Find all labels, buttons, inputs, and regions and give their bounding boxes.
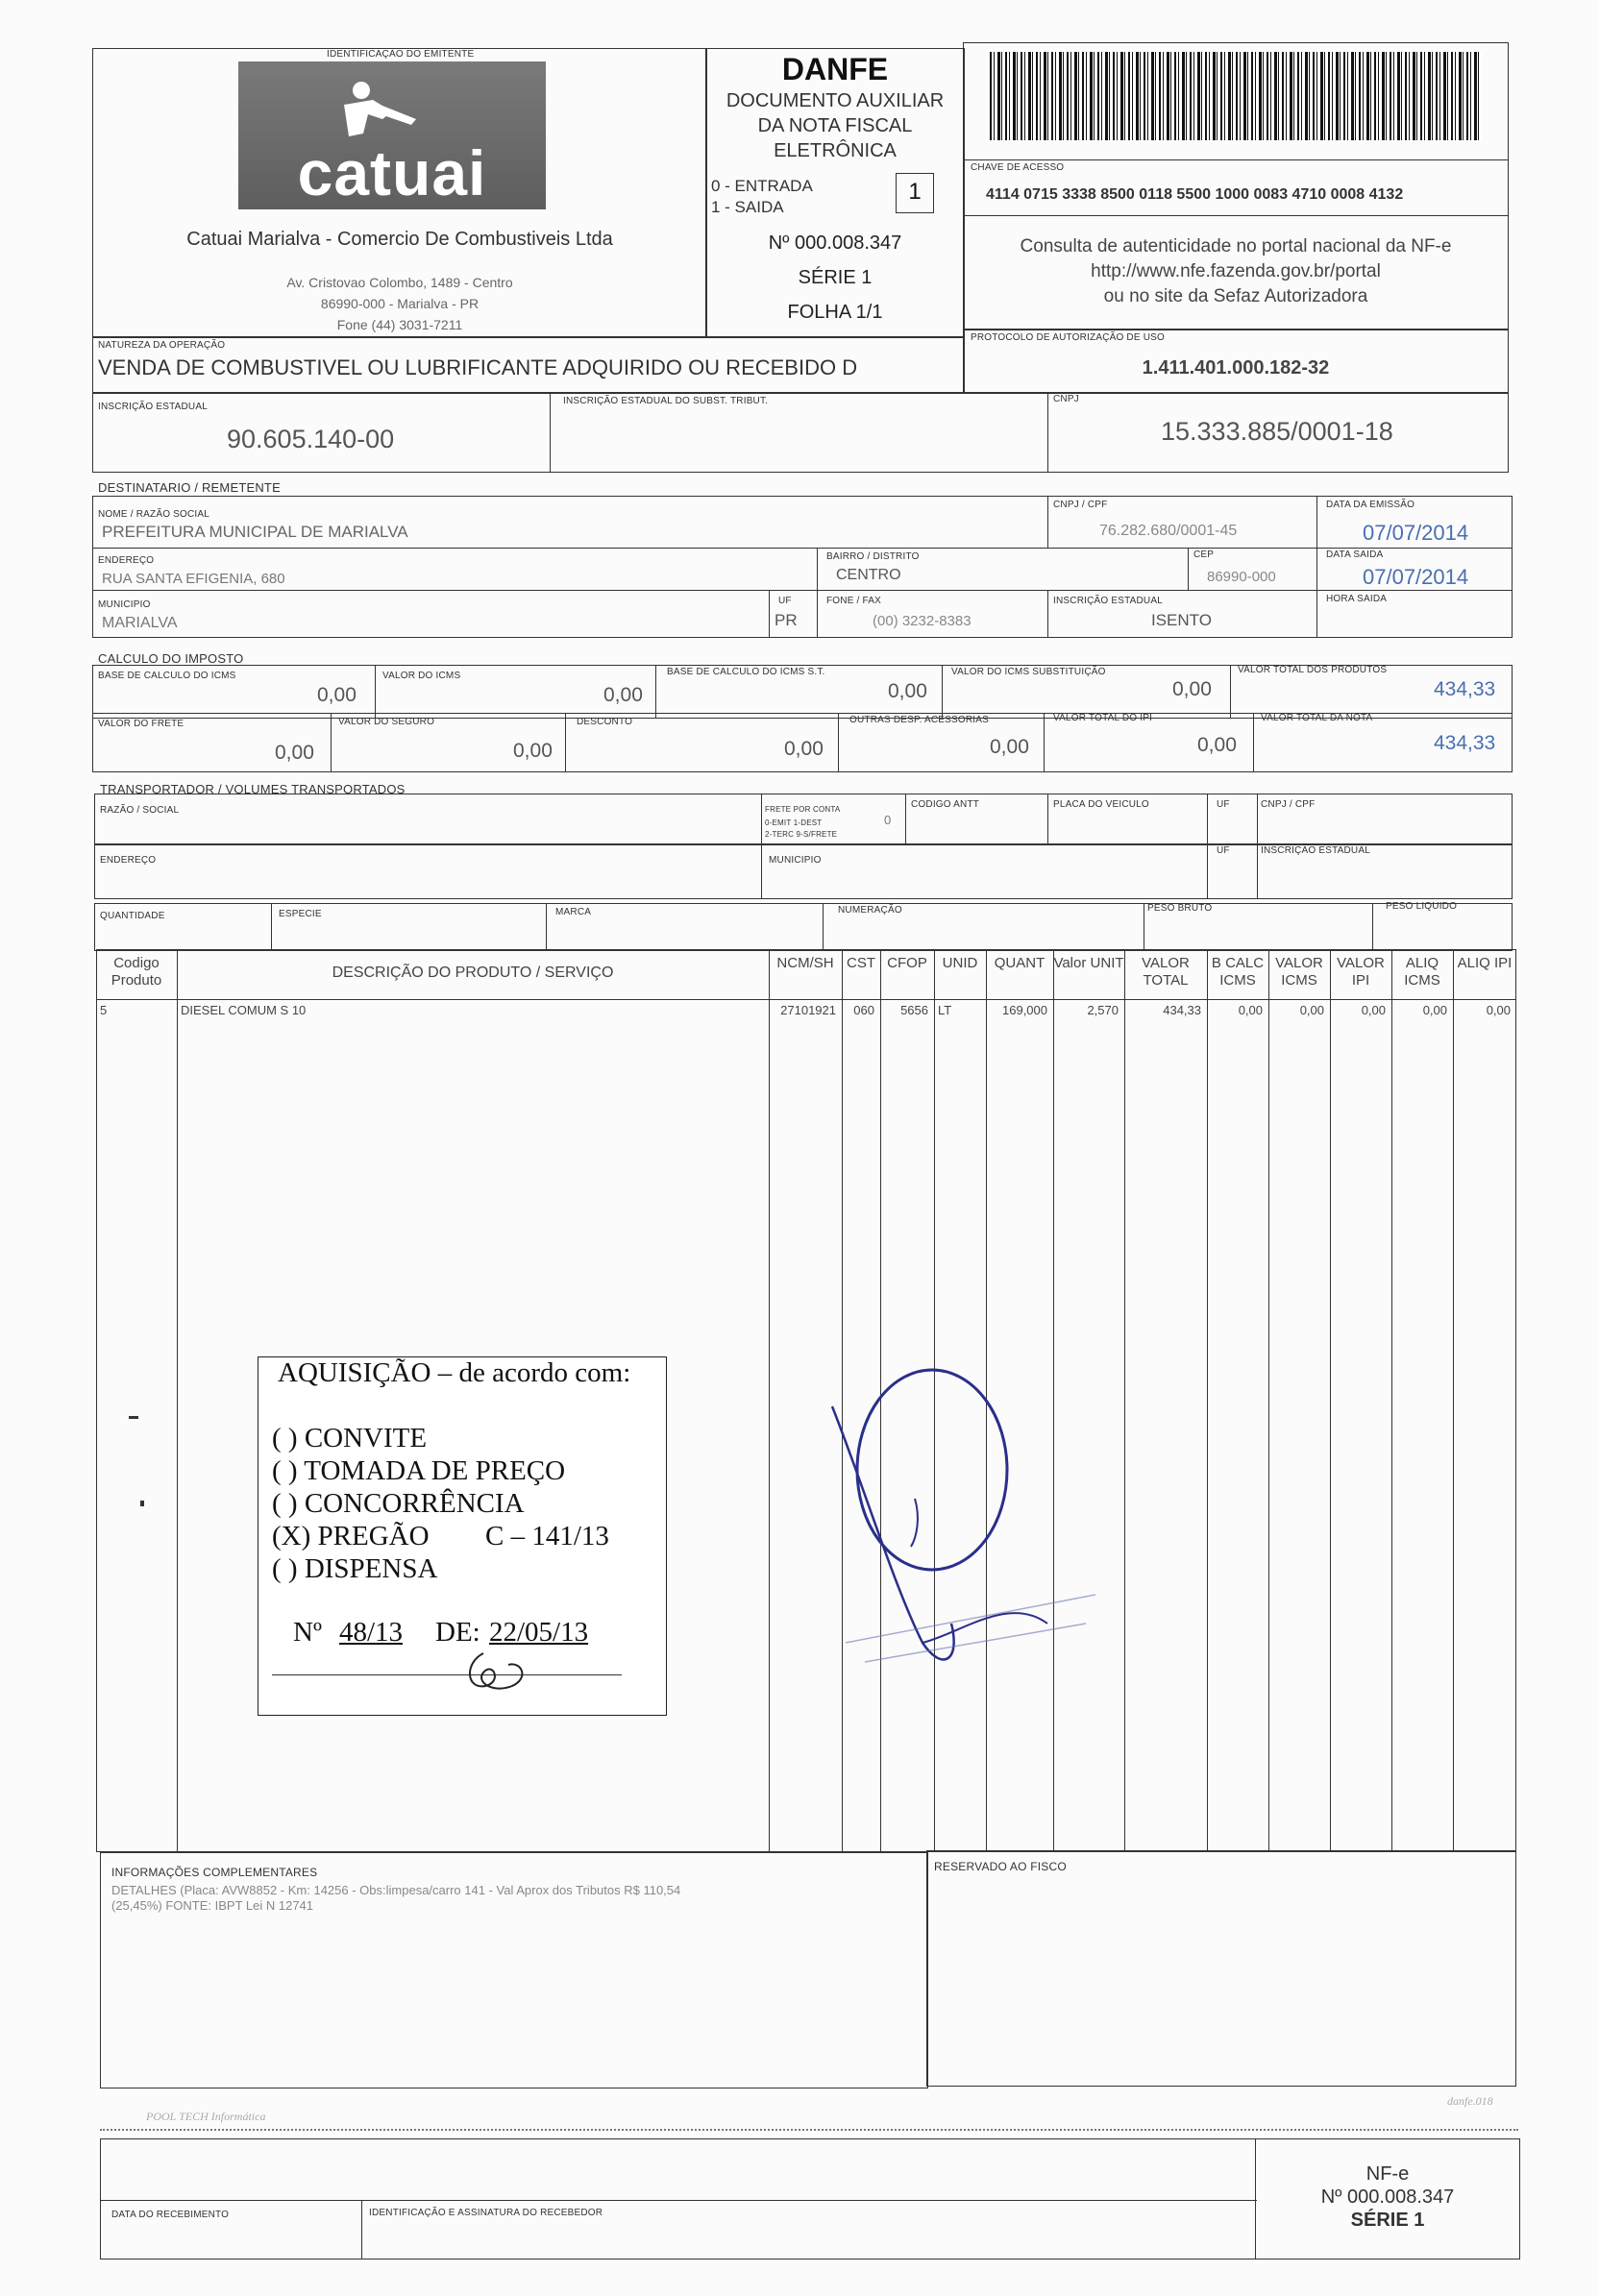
bc-st: 0,00 bbox=[888, 680, 927, 702]
margin-mark-1 bbox=[129, 1416, 138, 1419]
data-recebimento-label: DATA DO RECEBIMENTO bbox=[111, 2210, 230, 2220]
natureza-value: VENDA DE COMBUSTIVEL OU LUBRIFICANTE ADQUIRIDO OU RECEBIDO D bbox=[98, 355, 858, 379]
dest-saida-label: DATA SAIDA bbox=[1326, 550, 1384, 560]
margin-mark-2 bbox=[140, 1501, 144, 1506]
items-header-aliqicms: ALIQ ICMS bbox=[1404, 955, 1440, 989]
item-cell-descricao: DIESEL COMUM S 10 bbox=[181, 1003, 307, 1017]
dest-ie: ISENTO bbox=[1151, 611, 1212, 629]
items-header-unid: UNID bbox=[942, 955, 978, 971]
dest-ie-label: INSCRIÇÃO ESTADUAL bbox=[1053, 596, 1163, 606]
natureza-label: NATUREZA DA OPERAÇÃO bbox=[98, 340, 226, 351]
stamp-numero-label: Nº bbox=[293, 1617, 322, 1648]
outras-label: OUTRAS DESP. ACESSORIAS bbox=[849, 715, 990, 725]
stamp-signature-line bbox=[272, 1674, 622, 1675]
dest-uf-label: UF bbox=[778, 596, 792, 606]
frete: 0,00 bbox=[275, 742, 314, 764]
transp-frete-value: 0 bbox=[884, 813, 892, 827]
emitente-name: Catuai Marialva - Comercio De Combustiveis Ltda bbox=[186, 229, 613, 250]
consulta-line2: http://www.nfe.fazenda.gov.br/portal bbox=[1091, 261, 1381, 281]
transp-endereco-label: ENDEREÇO bbox=[100, 855, 157, 866]
items-col-divider bbox=[1330, 949, 1331, 1852]
desconto: 0,00 bbox=[784, 738, 824, 760]
dest-cnpj: 76.282.680/0001-45 bbox=[1099, 523, 1238, 539]
stamp-tomada: ( ) TOMADA DE PREÇO bbox=[272, 1455, 566, 1486]
protocolo-value: 1.411.401.000.182-32 bbox=[1142, 357, 1330, 379]
assinatura-label: IDENTIFICAÇÃO E ASSINATURA DO RECEBEDOR bbox=[369, 2208, 603, 2218]
items-header-vtotal: VALOR TOTAL bbox=[1142, 955, 1190, 989]
items-col-divider bbox=[177, 949, 178, 1852]
stamp-convite: ( ) CONVITE bbox=[272, 1423, 428, 1453]
item-cell-aliqicms: 0,00 bbox=[1422, 1003, 1447, 1017]
transp-section-label: TRANSPORTADOR / VOLUMES TRANSPORTADOS bbox=[100, 782, 406, 796]
software-credit: POOL TECH Informática bbox=[146, 2110, 266, 2123]
danfe-subtitle1: DOCUMENTO AUXILIAR bbox=[726, 90, 945, 111]
fisco-label: RESERVADO AO FISCO bbox=[934, 1860, 1067, 1873]
danfe-subtitle3: ELETRÔNICA bbox=[774, 140, 897, 161]
info-line1: DETALHES (Placa: AVW8852 - Km: 14256 - Obs:limpesa/carro 141 - Val Aprox dos Tributos R$ 110,54 bbox=[111, 1883, 681, 1897]
dest-hora-label: HORA SAIDA bbox=[1326, 594, 1388, 604]
seguro-label: VALOR DO SEGURO bbox=[338, 717, 435, 727]
items-col-divider bbox=[769, 949, 770, 1852]
transp-especie-label: ESPECIE bbox=[279, 909, 322, 919]
frete-label: VALOR DO FRETE bbox=[98, 719, 184, 729]
transp-numeracao-label: NUMERAÇÃO bbox=[838, 905, 902, 916]
item-cell-quant: 169,000 bbox=[1002, 1003, 1047, 1017]
cnpj-value: 15.333.885/0001-18 bbox=[1161, 417, 1393, 446]
item-cell-ncm: 27101921 bbox=[780, 1003, 836, 1017]
info-label: INFORMAÇÕES COMPLEMENTARES bbox=[111, 1866, 318, 1879]
outras: 0,00 bbox=[990, 736, 1029, 758]
items-header-ncm: NCM/SH bbox=[776, 955, 834, 971]
dest-municipio-label: MUNICIPIO bbox=[98, 599, 151, 610]
info-line2: (25,45%) FONTE: IBPT Lei N 12741 bbox=[111, 1898, 314, 1913]
item-cell-vtotal: 434,33 bbox=[1163, 1003, 1201, 1017]
dest-fone: (00) 3232-8383 bbox=[873, 613, 972, 629]
items-col-divider bbox=[1268, 949, 1269, 1852]
transp-frete-opt1: 0-EMIT 1-DEST bbox=[765, 818, 823, 827]
items-header-cfop: CFOP bbox=[887, 955, 927, 971]
items-col-divider bbox=[1453, 949, 1454, 1852]
items-header-descricao: DESCRIÇÃO DO PRODUTO / SERVIÇO bbox=[332, 965, 614, 981]
transp-placa-label: PLACA DO VEICULO bbox=[1053, 799, 1149, 810]
transp-ie-label: INSCRIÇÃO ESTADUAL bbox=[1261, 845, 1370, 856]
items-header-quant: QUANT bbox=[994, 955, 1046, 971]
stamp-title: AQUISIÇÃO – de acordo com: bbox=[278, 1357, 631, 1388]
dest-cep-label: CEP bbox=[1193, 550, 1215, 560]
emitente-address1: Av. Cristovao Colombo, 1489 - Centro bbox=[286, 275, 513, 290]
stamp-pregao: (X) PREGÃO bbox=[272, 1521, 430, 1551]
transp-peso-bruto-label: PESO BRUTO bbox=[1147, 903, 1213, 914]
danfe-serie: SÉRIE 1 bbox=[798, 267, 873, 288]
fisco-box bbox=[926, 1850, 1516, 2087]
imposto-section-label: CALCULO DO IMPOSTO bbox=[98, 651, 244, 666]
item-cell-vipi: 0,00 bbox=[1361, 1003, 1386, 1017]
danfe-saida: 1 - SAIDA bbox=[711, 198, 784, 216]
v-prod: 434,33 bbox=[1434, 678, 1496, 700]
items-header-codigo: Codigo Produto bbox=[111, 955, 162, 989]
dest-emissao-label: DATA DA EMISSÃO bbox=[1326, 500, 1415, 510]
dest-nome: PREFEITURA MUNICIPAL DE MARIALVA bbox=[102, 523, 408, 541]
v-st-label: VALOR DO ICMS SUBSTITUIÇÃO bbox=[951, 667, 1106, 677]
v-nota: 434,33 bbox=[1434, 732, 1496, 754]
footer-serie: SÉRIE 1 bbox=[1350, 2210, 1425, 2231]
item-cell-codigo: 5 bbox=[100, 1003, 108, 1017]
v-icms-label: VALOR DO ICMS bbox=[382, 671, 461, 681]
v-st: 0,00 bbox=[1172, 678, 1212, 700]
emitente-address2: 86990-000 - Marialva - PR bbox=[320, 296, 480, 311]
desconto-label: DESCONTO bbox=[577, 717, 633, 727]
transp-frete-opt2: 2-TERC 9-S/FRETE bbox=[765, 830, 838, 839]
danfe-folha: FOLHA 1/1 bbox=[787, 302, 883, 323]
item-cell-cfop: 5656 bbox=[900, 1003, 928, 1017]
v-nota-label: VALOR TOTAL DA NOTA bbox=[1261, 713, 1373, 723]
dest-fone-label: FONE / FAX bbox=[826, 596, 882, 606]
items-header-vicms: VALOR ICMS bbox=[1275, 955, 1323, 989]
danfe-tipo: 1 bbox=[908, 179, 922, 205]
transp-frete-label: FRETE POR CONTA bbox=[765, 805, 841, 814]
chave-label: CHAVE DE ACESSO bbox=[971, 162, 1065, 173]
danfe-title: DANFE bbox=[781, 52, 889, 86]
dest-endereco-label: ENDEREÇO bbox=[98, 555, 155, 566]
logo-text: catuai bbox=[297, 137, 487, 208]
items-header-aliqipi: ALIQ IPI bbox=[1457, 955, 1513, 971]
items-header-cst: CST bbox=[847, 955, 875, 971]
ie-st-label: INSCRIÇÃO ESTADUAL DO SUBST. TRIBUT. bbox=[563, 396, 769, 406]
item-cell-bcicms: 0,00 bbox=[1238, 1003, 1263, 1017]
handwritten-signature bbox=[807, 1355, 1153, 1700]
item-cell-aliqipi: 0,00 bbox=[1486, 1003, 1511, 1017]
danfe-numero: Nº 000.008.347 bbox=[768, 232, 902, 254]
transp-uf-label: UF bbox=[1217, 799, 1230, 810]
bc-icms-label: BASE DE CALCULO DO ICMS bbox=[98, 671, 236, 681]
dest-cnpj-label: CNPJ / CPF bbox=[1053, 500, 1108, 510]
consulta-line3: ou no site da Sefaz Autorizadora bbox=[1103, 286, 1368, 306]
dest-municipio: MARIALVA bbox=[102, 615, 178, 631]
receipt-inner-line bbox=[100, 2200, 1257, 2201]
footer-numero: Nº 000.008.347 bbox=[1320, 2186, 1455, 2208]
transp-antt-label: CODIGO ANTT bbox=[911, 799, 980, 810]
receipt-div1 bbox=[361, 2200, 362, 2259]
ie-label: INSCRIÇÃO ESTADUAL bbox=[98, 402, 208, 412]
item-cell-unid: LT bbox=[938, 1003, 952, 1017]
danfe-entrada: 0 - ENTRADA bbox=[711, 177, 813, 195]
dest-bairro-label: BAIRRO / DISTRITO bbox=[826, 551, 920, 562]
transp-municipio-label: MUNICIPIO bbox=[769, 855, 822, 866]
cut-line bbox=[100, 2129, 1518, 2131]
dest-endereco: RUA SANTA EFIGENIA, 680 bbox=[102, 571, 285, 587]
dest-uf: PR bbox=[775, 611, 798, 629]
bc-st-label: BASE DE CALCULO DO ICMS S.T. bbox=[667, 667, 825, 677]
dest-emissao: 07/07/2014 bbox=[1363, 521, 1469, 545]
dest-nome-label: NOME / RAZÃO SOCIAL bbox=[98, 509, 210, 520]
item-cell-cst: 060 bbox=[853, 1003, 874, 1017]
items-header-vipi: VALOR IPI bbox=[1337, 955, 1385, 989]
bc-icms: 0,00 bbox=[317, 684, 357, 706]
stamp-concorrencia: ( ) CONCORRÊNCIA bbox=[272, 1488, 525, 1519]
chave-value: 4114 0715 3338 8500 0118 5500 1000 0083 4710 0008 4132 bbox=[986, 186, 1404, 203]
protocolo-label: PROTOCOLO DE AUTORIZAÇÃO DE USO bbox=[971, 332, 1165, 343]
items-col-divider bbox=[1207, 949, 1208, 1852]
transp-razao-label: RAZÃO / SOCIAL bbox=[100, 805, 180, 816]
transp-peso-liquido-label: PESO LIQUIDO bbox=[1386, 901, 1458, 912]
dest-saida: 07/07/2014 bbox=[1363, 565, 1469, 589]
form-ref: danfe.018 bbox=[1447, 2094, 1493, 2108]
ipi-label: VALOR TOTAL DO IPI bbox=[1053, 713, 1153, 723]
item-cell-vunit: 2,570 bbox=[1087, 1003, 1119, 1017]
v-icms: 0,00 bbox=[603, 684, 643, 706]
stamp-data: 22/05/13 bbox=[489, 1617, 589, 1648]
seguro: 0,00 bbox=[513, 740, 553, 762]
stamp-dispensa: ( ) DISPENSA bbox=[272, 1553, 438, 1584]
transp-quantidade-label: QUANTIDADE bbox=[100, 911, 165, 921]
items-header-bcicms: B CALC ICMS bbox=[1211, 955, 1265, 989]
transp-marca-label: MARCA bbox=[555, 907, 592, 917]
item-cell-vicms: 0,00 bbox=[1299, 1003, 1324, 1017]
stamp-de-label: DE: bbox=[435, 1617, 480, 1648]
emitente-label: IDENTIFICAÇÃO DO EMITENTE bbox=[327, 49, 475, 60]
v-prod-label: VALOR TOTAL DOS PRODUTOS bbox=[1238, 665, 1388, 675]
stamp-pregao-ref: C – 141/13 bbox=[485, 1521, 609, 1551]
acquisition-stamp bbox=[258, 1356, 667, 1716]
transp-uf2-label: UF bbox=[1217, 845, 1230, 856]
danfe-subtitle2: DA NOTA FISCAL bbox=[757, 115, 913, 136]
stamp-numero: 48/13 bbox=[339, 1617, 404, 1648]
items-header-vunit: Valor UNIT bbox=[1053, 955, 1124, 971]
cnpj-label: CNPJ bbox=[1053, 394, 1079, 404]
stamp-initials-signature bbox=[455, 1644, 551, 1701]
ie-value: 90.605.140-00 bbox=[227, 425, 395, 453]
transp-cnpj-label: CNPJ / CPF bbox=[1261, 799, 1316, 810]
ipi: 0,00 bbox=[1197, 734, 1237, 756]
consulta-line1: Consulta de autenticidade no portal nacional da NF-e bbox=[1020, 236, 1452, 256]
destinatario-section-label: DESTINATARIO / REMETENTE bbox=[98, 480, 281, 495]
emitente-phone: Fone (44) 3031-7211 bbox=[336, 317, 463, 332]
dest-cep: 86990-000 bbox=[1207, 569, 1276, 585]
dest-bairro: CENTRO bbox=[836, 567, 901, 583]
footer-nfe: NF-e bbox=[1365, 2163, 1410, 2185]
items-col-divider bbox=[1391, 949, 1392, 1852]
